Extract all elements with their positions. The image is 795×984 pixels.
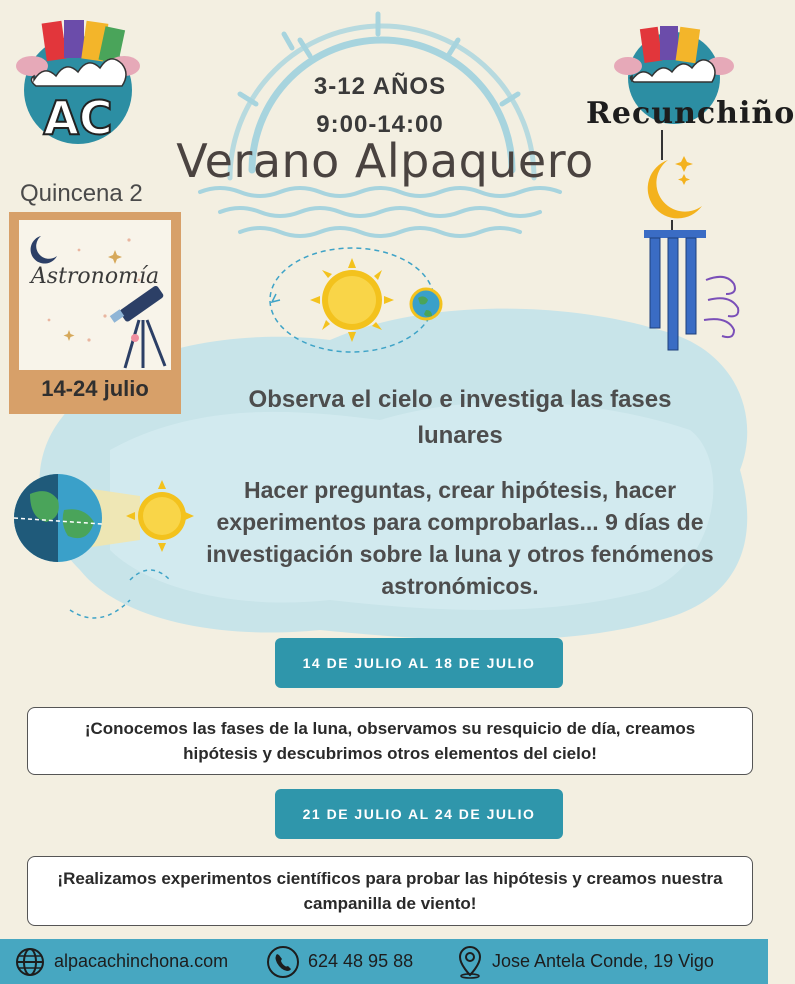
week-2-card: ¡Realizamos experimentos científicos para probar las hipótesis y creamos nuestra campanilla de viento! (27, 856, 753, 926)
earth-sun-icon (10, 470, 195, 566)
astronomy-card-image (19, 220, 171, 370)
section-subtitle: Observa el cielo e investiga las fases lunares (248, 386, 672, 449)
website-text: alpacachinchona.com (54, 951, 229, 971)
globe-icon (14, 946, 46, 978)
page-title: Verano Alpaquero (176, 134, 594, 188)
footer-address[interactable] (456, 939, 714, 984)
week-2-label: 21 DE JULIO AL 24 DE JULIO (275, 789, 563, 839)
quincena-label: Quincena 2 (20, 180, 143, 207)
hours-label: 9:00-14:00 (316, 111, 444, 138)
recunchino-label: Recunchiño (586, 96, 795, 131)
footer-website[interactable] (14, 939, 228, 984)
footer-phone[interactable] (266, 939, 413, 984)
sun-earth-orbit-icon (262, 240, 452, 360)
location-pin-icon (456, 945, 484, 979)
svg-text:AC: AC (43, 91, 113, 145)
address-text: Jose Antela Conde, 19 Vigo (492, 951, 714, 971)
phone-icon (266, 945, 300, 979)
alpaca-logo-icon (14, 18, 142, 146)
week-1-label: 14 DE JULIO AL 18 DE JULIO (275, 638, 563, 688)
section-description: Hacer preguntas, crear hipótesis, hacer experimentos para comprobarlas... 9 días de investigación sobre la luna y otros fenómenos astronómicos. (206, 477, 714, 599)
phone-text: 624 48 95 88 (308, 951, 414, 971)
ages-label: 3-12 AÑOS (313, 73, 447, 100)
footer-bar (0, 939, 768, 984)
telescope-icon (19, 220, 171, 370)
astronomy-card (9, 212, 181, 414)
week-1-card: ¡Conocemos las fases de la luna, observamos su resquicio de día, creamos hipótesis y descubrimos otros elementos del cielo! (27, 707, 753, 775)
astronomy-title: Astronomía (30, 264, 160, 289)
header-info (280, 68, 480, 144)
wind-chime-icon (628, 130, 746, 362)
astronomy-dates: 14-24 julio (41, 376, 149, 401)
